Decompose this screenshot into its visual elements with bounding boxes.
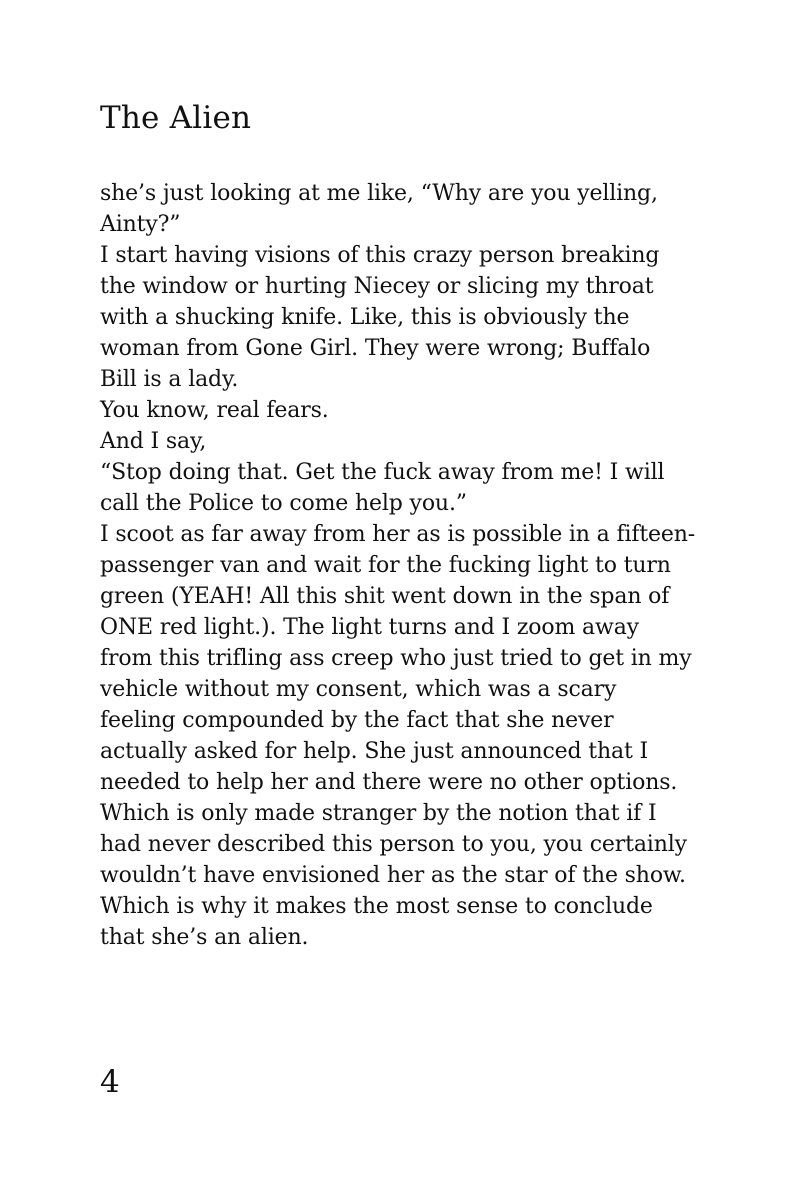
text-line: from this trifling ass creep who just tried to get in my [100, 646, 692, 671]
text-line: needed to help her and there were no other options. [100, 770, 678, 795]
text-line: woman from Gone Girl. They were wrong; Buffalo [100, 336, 651, 361]
text-line: Ainty?” [100, 212, 181, 237]
text-line: “Stop doing that. Get the fuck away from me! I will [100, 460, 665, 485]
text-line: with a shucking knife. Like, this is obviously the [100, 305, 630, 330]
chapter-title: The Alien [100, 100, 252, 136]
page-number: 4 [100, 1064, 120, 1100]
text-line: ONE red light.). The light turns and I zoom away [100, 615, 639, 640]
text-line: wouldn’t have envisioned her as the star of the show. [100, 863, 686, 888]
text-line: that she’s an alien. [100, 925, 309, 950]
text-line: actually asked for help. She just announced that I [100, 739, 649, 764]
text-line: I scoot as far away from her as is possible in a fifteen- [100, 522, 696, 547]
text-line: had never described this person to you, you certainly [100, 832, 687, 857]
text-line: You know, real fears. [100, 398, 329, 423]
text-line: the window or hurting Niecey or slicing my throat [100, 274, 654, 299]
text-line: Which is only made stranger by the notion that if I [100, 801, 657, 826]
text-line: vehicle without my consent, which was a scary [100, 677, 617, 702]
text-line: she’s just looking at me like, “Why are you yelling, [100, 181, 658, 206]
text-line: green (YEAH! All this shit went down in the span of [100, 584, 670, 609]
text-line: And I say, [100, 429, 207, 454]
text-line: passenger van and wait for the fucking light to turn [100, 553, 671, 578]
text-line: Bill is a lady. [100, 367, 239, 392]
text-line: Which is why it makes the most sense to conclude [100, 894, 653, 919]
text-line: feeling compounded by the fact that she never [100, 708, 614, 733]
body-text [100, 178, 720, 953]
text-line: I start having visions of this crazy person breaking [100, 243, 660, 268]
text-line: call the Police to come help you.” [100, 491, 467, 516]
